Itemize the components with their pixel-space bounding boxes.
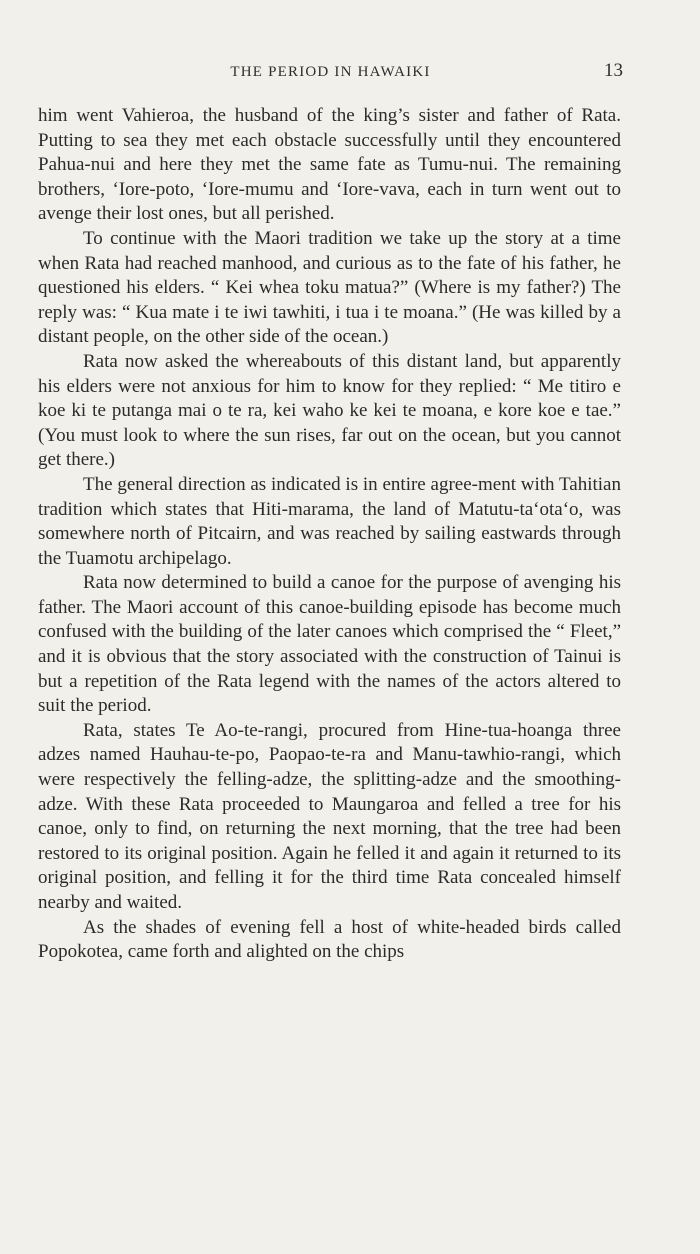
page-number: 13 bbox=[604, 60, 623, 81]
paragraph: Rata, states Te Ao-te-rangi, procured from Hine-tua-hoanga three adzes named Hauhau-te-po, Paopao-te-ra and Manu-tawhio-rangi, which were respectively the felling-adze, the splitting-adze and the smoothing-adze. With these Rata proceeded to Maungaroa and felled a tree for his canoe, only to find, on returning the next morning, that the tree had been restored to its original position. Again he felled it and again it returned to its original position, and felling it for the third time Rata concealed himself nearby and waited. bbox=[38, 719, 621, 913]
paragraph: The general direction as indicated is in entire agree-ment with Tahitian tradition which states that Hiti-marama, the land of Matutu-ta‘ota‘o, was somewhere north of Pitcairn, and was reached by sailing eastwards through the Tuamotu archipelago. bbox=[38, 473, 621, 569]
paragraph-continued: him went Vahieroa, the husband of the king’s sister and father of Rata. Putting to sea they met each obstacle successfully until they encountered Pahua-nui and here they met the same fate as Tumu-nui. The remaining brothers, ‘Iore-poto, ‘Iore-mumu and ‘Iore-vava, each in turn went out to avenge their lost ones, but all perished. bbox=[38, 105, 621, 225]
paragraph: As the shades of evening fell a host of white-headed birds called Popokotea, came forth and alighted on the chips bbox=[38, 916, 621, 963]
paragraph: Rata now determined to build a canoe for the purpose of avenging his father. The Maori account of this canoe-building episode has become much confused with the building of the later canoes which comprised the “ Fleet,” and it is obvious that the story associated with the construction of Tainui is but a repetition of the Rata legend with the names of the actors altered to suit the period. bbox=[38, 572, 621, 717]
page-header bbox=[38, 60, 623, 88]
body-text bbox=[38, 104, 621, 965]
paragraph: To continue with the Maori tradition we take up the story at a time when Rata had reached manhood, and curious as to the fate of his father, he questioned his elders. “ Kei whea toku matua?” (Where is my father?) The reply was: “ Kua mate i te iwi tawhiti, i tua i te moana.” (He was killed by a distant people, on the other side of the ocean.) bbox=[38, 227, 621, 348]
paragraph: Rata now asked the whereabouts of this distant land, but apparently his elders were not anxious for him to know for they replied: “ Me titiro e koe ki te putanga mai o te ra, kei waho ke kei te moana, e kore koe e tae.” (You must look to where the sun rises, far out on the ocean, but you cannot get there.) bbox=[38, 350, 621, 471]
running-head: THE PERIOD IN HAWAIKI bbox=[230, 64, 431, 80]
